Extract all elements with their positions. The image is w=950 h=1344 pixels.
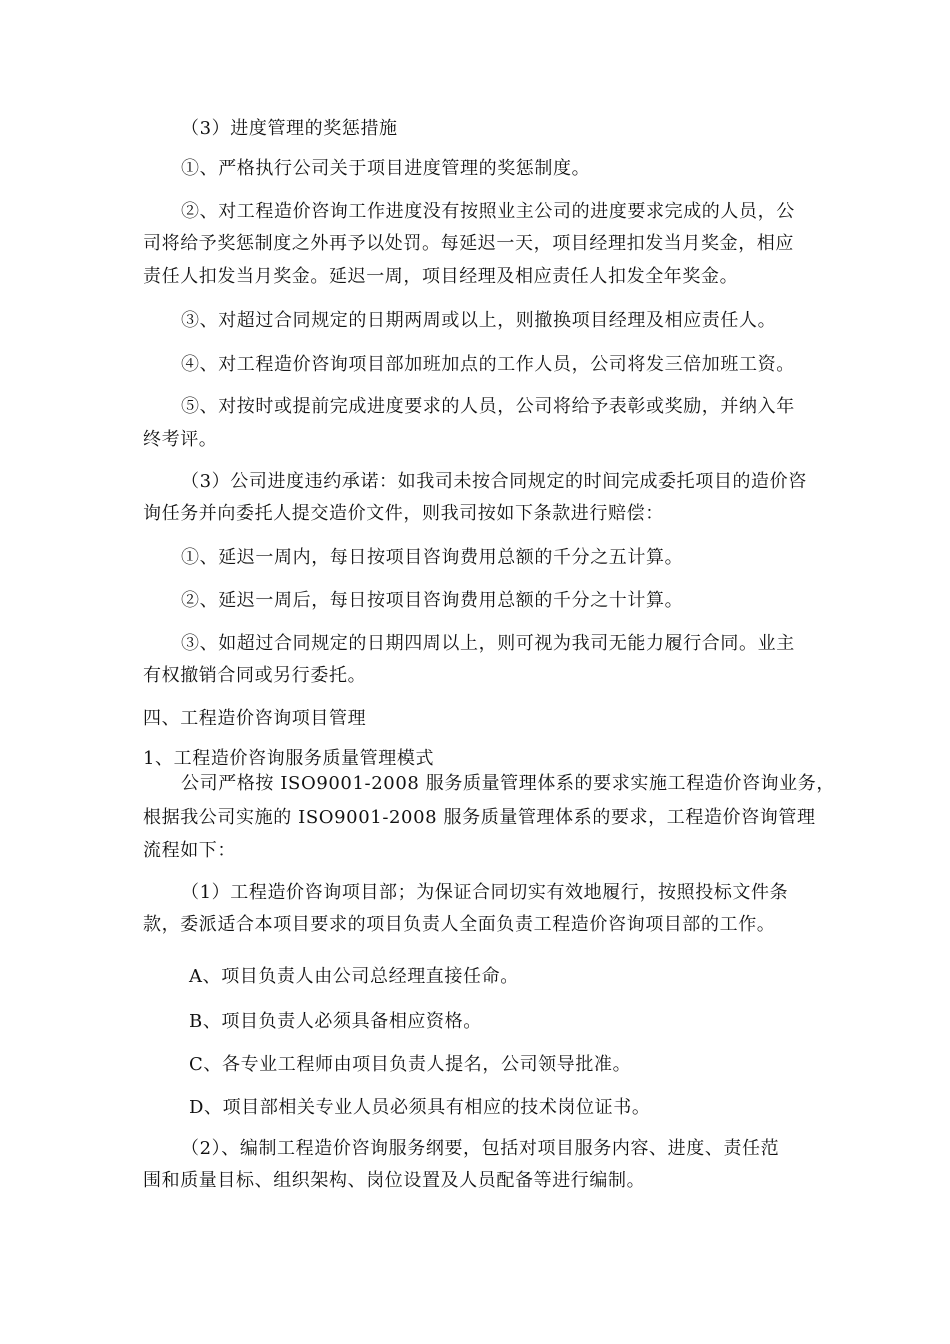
list-item-d: D、项目部相关专业人员必须具有相应的技术岗位证书。 (189, 1097, 651, 1118)
list-item-b: B、项目负责人必须具备相应资格。 (189, 1011, 482, 1032)
list-item-3: ③、对超过合同规定的日期两周或以上，则撤换项目经理及相应责任人。 (181, 310, 777, 331)
list-item-2-line-3: 责任人扣发当月奖金。延迟一周，项目经理及相应责任人扣发全年奖金。 (143, 266, 739, 287)
list-item-1: ①、严格执行公司关于项目进度管理的奖惩制度。 (181, 158, 591, 179)
breach-commitment-line-2: 询任务并向委托人提交造价文件，则我司按如下条款进行赔偿： (143, 503, 664, 524)
list-item-5-line-2: 终考评。 (143, 429, 218, 450)
breach-commitment-line-1: （3）公司进度违约承诺：如我司未按合同规定的时间完成委托项目的造价咨 (181, 471, 807, 492)
service-outline-line-2: 围和质量目标、组织架构、岗位设置及人员配备等进行编制。 (143, 1170, 646, 1191)
subsection-heading-1: 1、工程造价咨询服务质量管理模式 (143, 748, 435, 769)
compensation-item-3-line-1: ③、如超过合同规定的日期四周以上，则可视为我司无能力履行合同。业主 (181, 633, 795, 654)
quality-paragraph-line-1: 公司严格按 ISO9001-2008 服务质量管理体系的要求实施工程造价咨询业务， (181, 773, 835, 794)
compensation-item-2: ②、延迟一周后，每日按项目咨询费用总额的千分之十计算。 (181, 590, 684, 611)
compensation-item-1: ①、延迟一周内，每日按项目咨询费用总额的千分之五计算。 (181, 547, 684, 568)
project-dept-line-1: （1）工程造价咨询项目部；为保证合同切实有效地履行，按照投标文件条 (181, 882, 789, 903)
service-outline-line-1: （2）、编制工程造价咨询服务纲要，包括对项目服务内容、进度、责任范 (181, 1138, 780, 1159)
list-item-c: C、各专业工程师由项目负责人提名，公司领导批准。 (189, 1054, 632, 1075)
list-item-2-line-1: ②、对工程造价咨询工作进度没有按照业主公司的进度要求完成的人员，公 (181, 201, 795, 222)
quality-paragraph-line-2: 根据我公司实施的 ISO9001-2008 服务质量管理体系的要求，工程造价咨询管理 (143, 807, 816, 828)
list-item-a: A、项目负责人由公司总经理直接任命。 (189, 966, 519, 987)
list-item-2-line-2: 司将给予奖惩制度之外再予以处罚。每延迟一天，项目经理扣发当月奖金，相应 (143, 233, 794, 254)
compensation-item-3-line-2: 有权撤销合同或另行委托。 (143, 665, 367, 686)
quality-paragraph-line-3: 流程如下： (143, 840, 236, 861)
subheading-progress-rewards: （3）进度管理的奖惩措施 (181, 118, 398, 139)
project-dept-line-2: 款，委派适合本项目要求的项目负责人全面负责工程造价咨询项目部的工作。 (143, 914, 776, 935)
list-item-4: ④、对工程造价咨询项目部加班加点的工作人员，公司将发三倍加班工资。 (181, 354, 795, 375)
section-heading-4: 四、工程造价咨询项目管理 (143, 708, 367, 729)
list-item-5-line-1: ⑤、对按时或提前完成进度要求的人员，公司将给予表彰或奖励，并纳入年 (181, 396, 795, 417)
